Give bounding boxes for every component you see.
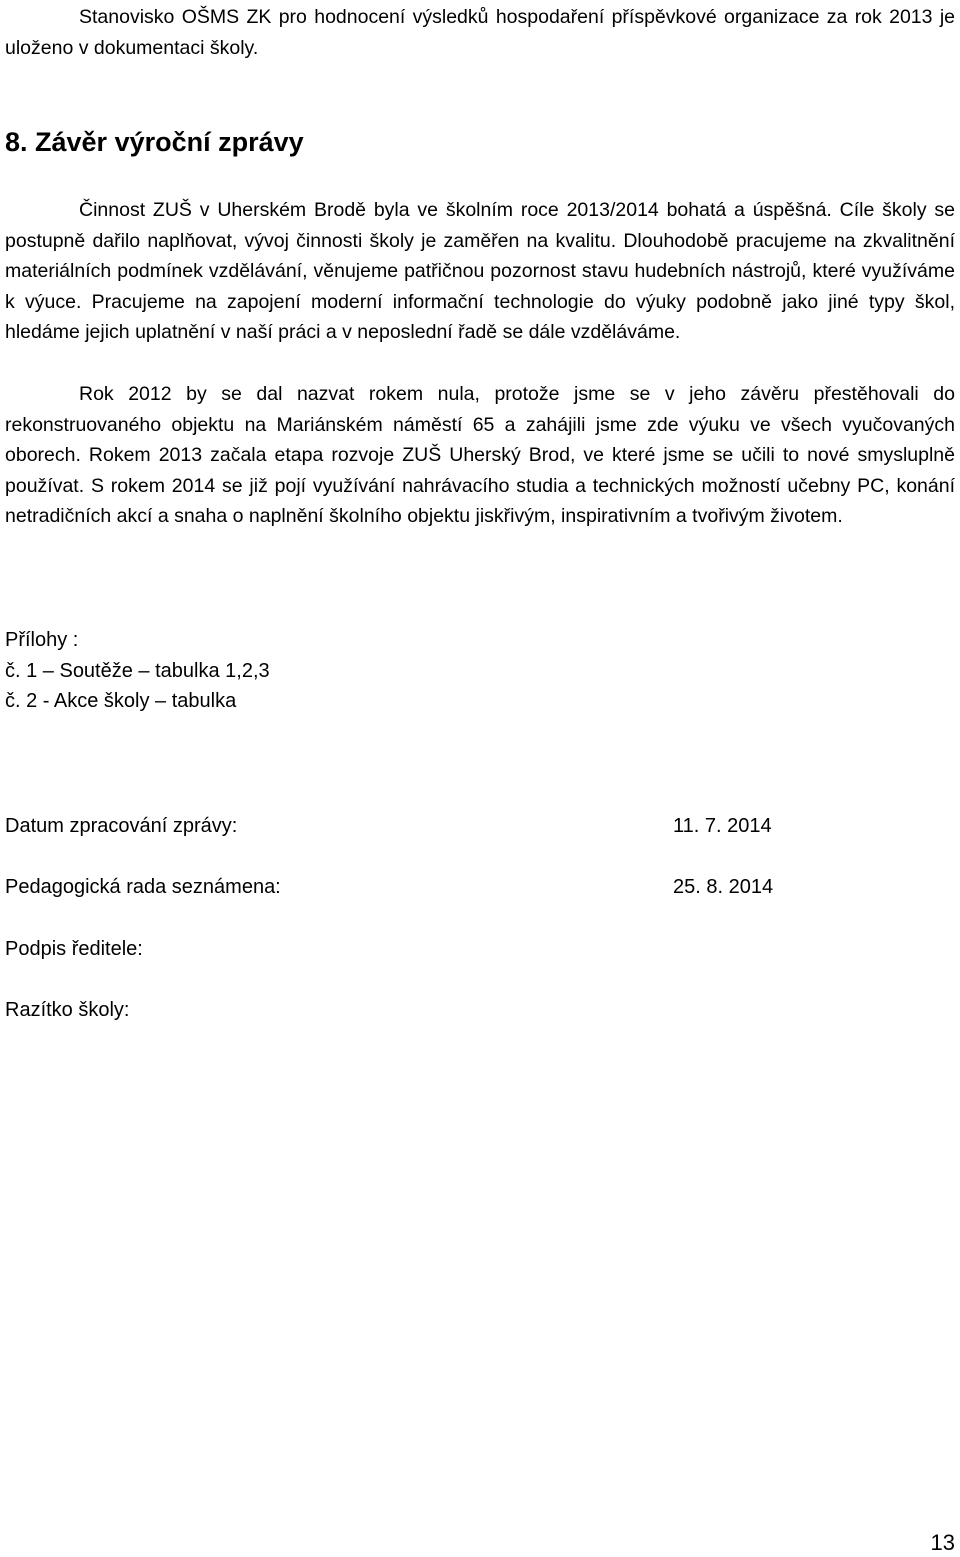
page-number: 13	[930, 1530, 955, 1555]
conclusion-paragraph-2: Rok 2012 by se dal nazvat rokem nula, protože jsme se v jeho závěru přestěhovali do rekonstruovaného objektu na Mariánském náměstí 65 a zahájili jsme zde výuku ve všech vyučovaných oborech. Rokem 2013 začala etapa rozvoje ZUŠ Uherský Brod, ve které jsme se učili to nové smysluplně používat. S rokem 2014 se již pojí využívání nahrávacího studia a technických možností učebny PC, konání netradičních akcí a snaha o naplnění školního objektu jiskřivým, inspirativním a tvořivým životem.	[5, 383, 955, 528]
signature-label: Podpis ředitele:	[5, 938, 143, 960]
report-date-value: 11. 7. 2014	[673, 815, 772, 837]
council-value: 25. 8. 2014	[673, 876, 774, 898]
attachment-item: č. 1 – Soutěže – tabulka 1,2,3	[5, 660, 270, 682]
report-date-label: Datum zpracování zprávy:	[5, 815, 238, 837]
attachments-title: Přílohy :	[5, 629, 79, 651]
intro-paragraph: Stanovisko OŠMS ZK pro hodnocení výsledků hospodaření příspěvkové organizace za rok 2013 je uloženo v dokumentaci školy.	[5, 6, 955, 59]
conclusion-paragraph-1: Činnost ZUŠ v Uherském Brodě byla ve školním roce 2013/2014 bohatá a úspěšná. Cíle školy se postupně dařilo naplňovat, vývoj činnosti školy je zaměřen na kvalitu. Dlouhodobě pracujeme na zkvalitnění materiálních podmínek vzdělávání, věnujeme patřičnou pozornost stavu hudebních nástrojů, které využíváme k výuce. Pracujeme na zapojení moderní informační technologie do výuky podobně jako jiné typy škol, hledáme jejich uplatnění v naší práci a v neposlední řadě se dále vzděláváme.	[5, 199, 955, 344]
council-label: Pedagogická rada seznámena:	[5, 876, 281, 898]
stamp-label: Razítko školy:	[5, 999, 130, 1021]
section-heading: 8. Závěr výroční zprávy	[5, 127, 304, 157]
attachment-item: č. 2 - Akce školy – tabulka	[5, 690, 237, 712]
